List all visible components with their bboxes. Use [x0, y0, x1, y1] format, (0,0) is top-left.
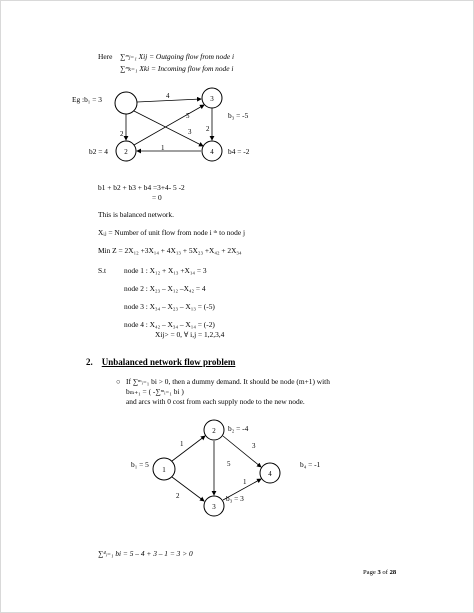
- g2-node-label: 1: [162, 466, 166, 474]
- g2-node-label: 4: [268, 470, 272, 478]
- sum-line-3: ∑⁴ᵢ₌₁ bi = 5 – 4 + 3 – 1 = 3 > 0: [98, 549, 193, 558]
- balanced-statement: This is balanced network.: [98, 210, 174, 219]
- g1-edge-weight: 3: [188, 128, 192, 136]
- g2-edge-weight: 2: [176, 492, 180, 500]
- constraint-node-4: node 4 : X₄₂ – X₃₄ – X₁₄ = (-2): [124, 320, 215, 329]
- bullet-line-1: If ∑ᵐᵢ₌₁ bi > 0, then a dummy demand. It should be node (m+1) with: [126, 377, 330, 386]
- g1-edge-weight: 5: [186, 112, 190, 120]
- footer-page: 3: [377, 569, 381, 576]
- st-label: S.t: [98, 266, 107, 275]
- g1-b1-label: Eg :b₁ = 3: [72, 95, 102, 104]
- g1-node-label: 4: [210, 148, 214, 156]
- g2-edge-weight: 1: [243, 478, 247, 486]
- g1-node-label: 3: [210, 95, 214, 103]
- footer-mid: of: [380, 569, 390, 576]
- g2-b4-label: b₄ = -1: [300, 460, 321, 469]
- bullet-marker: ○: [116, 377, 121, 386]
- sum-line-2: = 0: [152, 193, 162, 202]
- section-number: 2.: [86, 357, 93, 367]
- g1-edge-weight: 1: [161, 144, 165, 152]
- g2-b3-label: b₃ = 3: [226, 494, 244, 503]
- constraint-node-2: node 2 : X₂₃ – X₁₂ –X₄₂ = 4: [124, 284, 206, 293]
- g1-edge-weight: 2: [120, 130, 124, 138]
- g1-b4-label: b4 = -2: [228, 147, 250, 156]
- g1-b2-label: b2 = 4: [89, 147, 108, 156]
- g2-node-label: 2: [212, 427, 216, 435]
- g2-edge-weight: 1: [180, 440, 184, 448]
- footer-total: 28: [389, 569, 397, 576]
- g2-edge-weight: 5: [227, 460, 231, 468]
- g2-b2-label: b₂ = -4: [228, 424, 249, 433]
- objective-function: Min Z = 2X₁₂ +3X₁₄ + 4X₁₃ + 5X₂₃ +X₄₂ + 2X₃₄: [98, 246, 242, 255]
- bullet-line-2: bₘ₊₁ = ( -∑ᵐᵢ₌₁ bi ): [126, 387, 184, 396]
- defs-prefix: Here: [98, 52, 113, 61]
- g2-edge-weight: 3: [252, 442, 256, 450]
- sum-line-1: b1 + b2 + b3 + b4 =3+4- 5 -2: [98, 183, 185, 192]
- g2-b1-label: b₁ = 5: [131, 460, 149, 469]
- g1-edge-weight: 4: [166, 92, 170, 100]
- g1-node-label: 2: [124, 148, 128, 156]
- outgoing-flow-def: ∑ᵐⱼ₌₁ Xij = Outgoing flow from node i: [120, 52, 235, 61]
- incoming-flow-def: ∑ᵐₖ₌₁ Xki = Incoming flow fom node i: [120, 64, 234, 73]
- nonnegativity: Xij> = 0, ∀ i,j = 1,2,3,4: [155, 330, 225, 339]
- bullet-line-3: and arcs with 0 cost from each supply node to the new node.: [126, 397, 305, 406]
- constraint-node-3: node 3 : X₃₄ – X₂₃ – X₁₃ = (-5): [124, 302, 215, 311]
- section-title: Unbalanced network flow problem: [101, 357, 236, 367]
- constraint-node-1: node 1 : X₁₂ + X₁₃ +X₁₄ = 3: [124, 266, 207, 275]
- xij-definition: Xᵢⱼ = Number of unit flow from node i ᵗʰ to node j: [98, 228, 246, 237]
- footer-prefix: Page: [363, 569, 378, 576]
- g1-b3-label: b₃ = -5: [228, 111, 249, 120]
- page-footer: [363, 568, 396, 577]
- g1-edge-weight: 2: [206, 125, 210, 133]
- g2-edge-1-2: [172, 436, 205, 461]
- g2-node-label: 3: [212, 503, 216, 511]
